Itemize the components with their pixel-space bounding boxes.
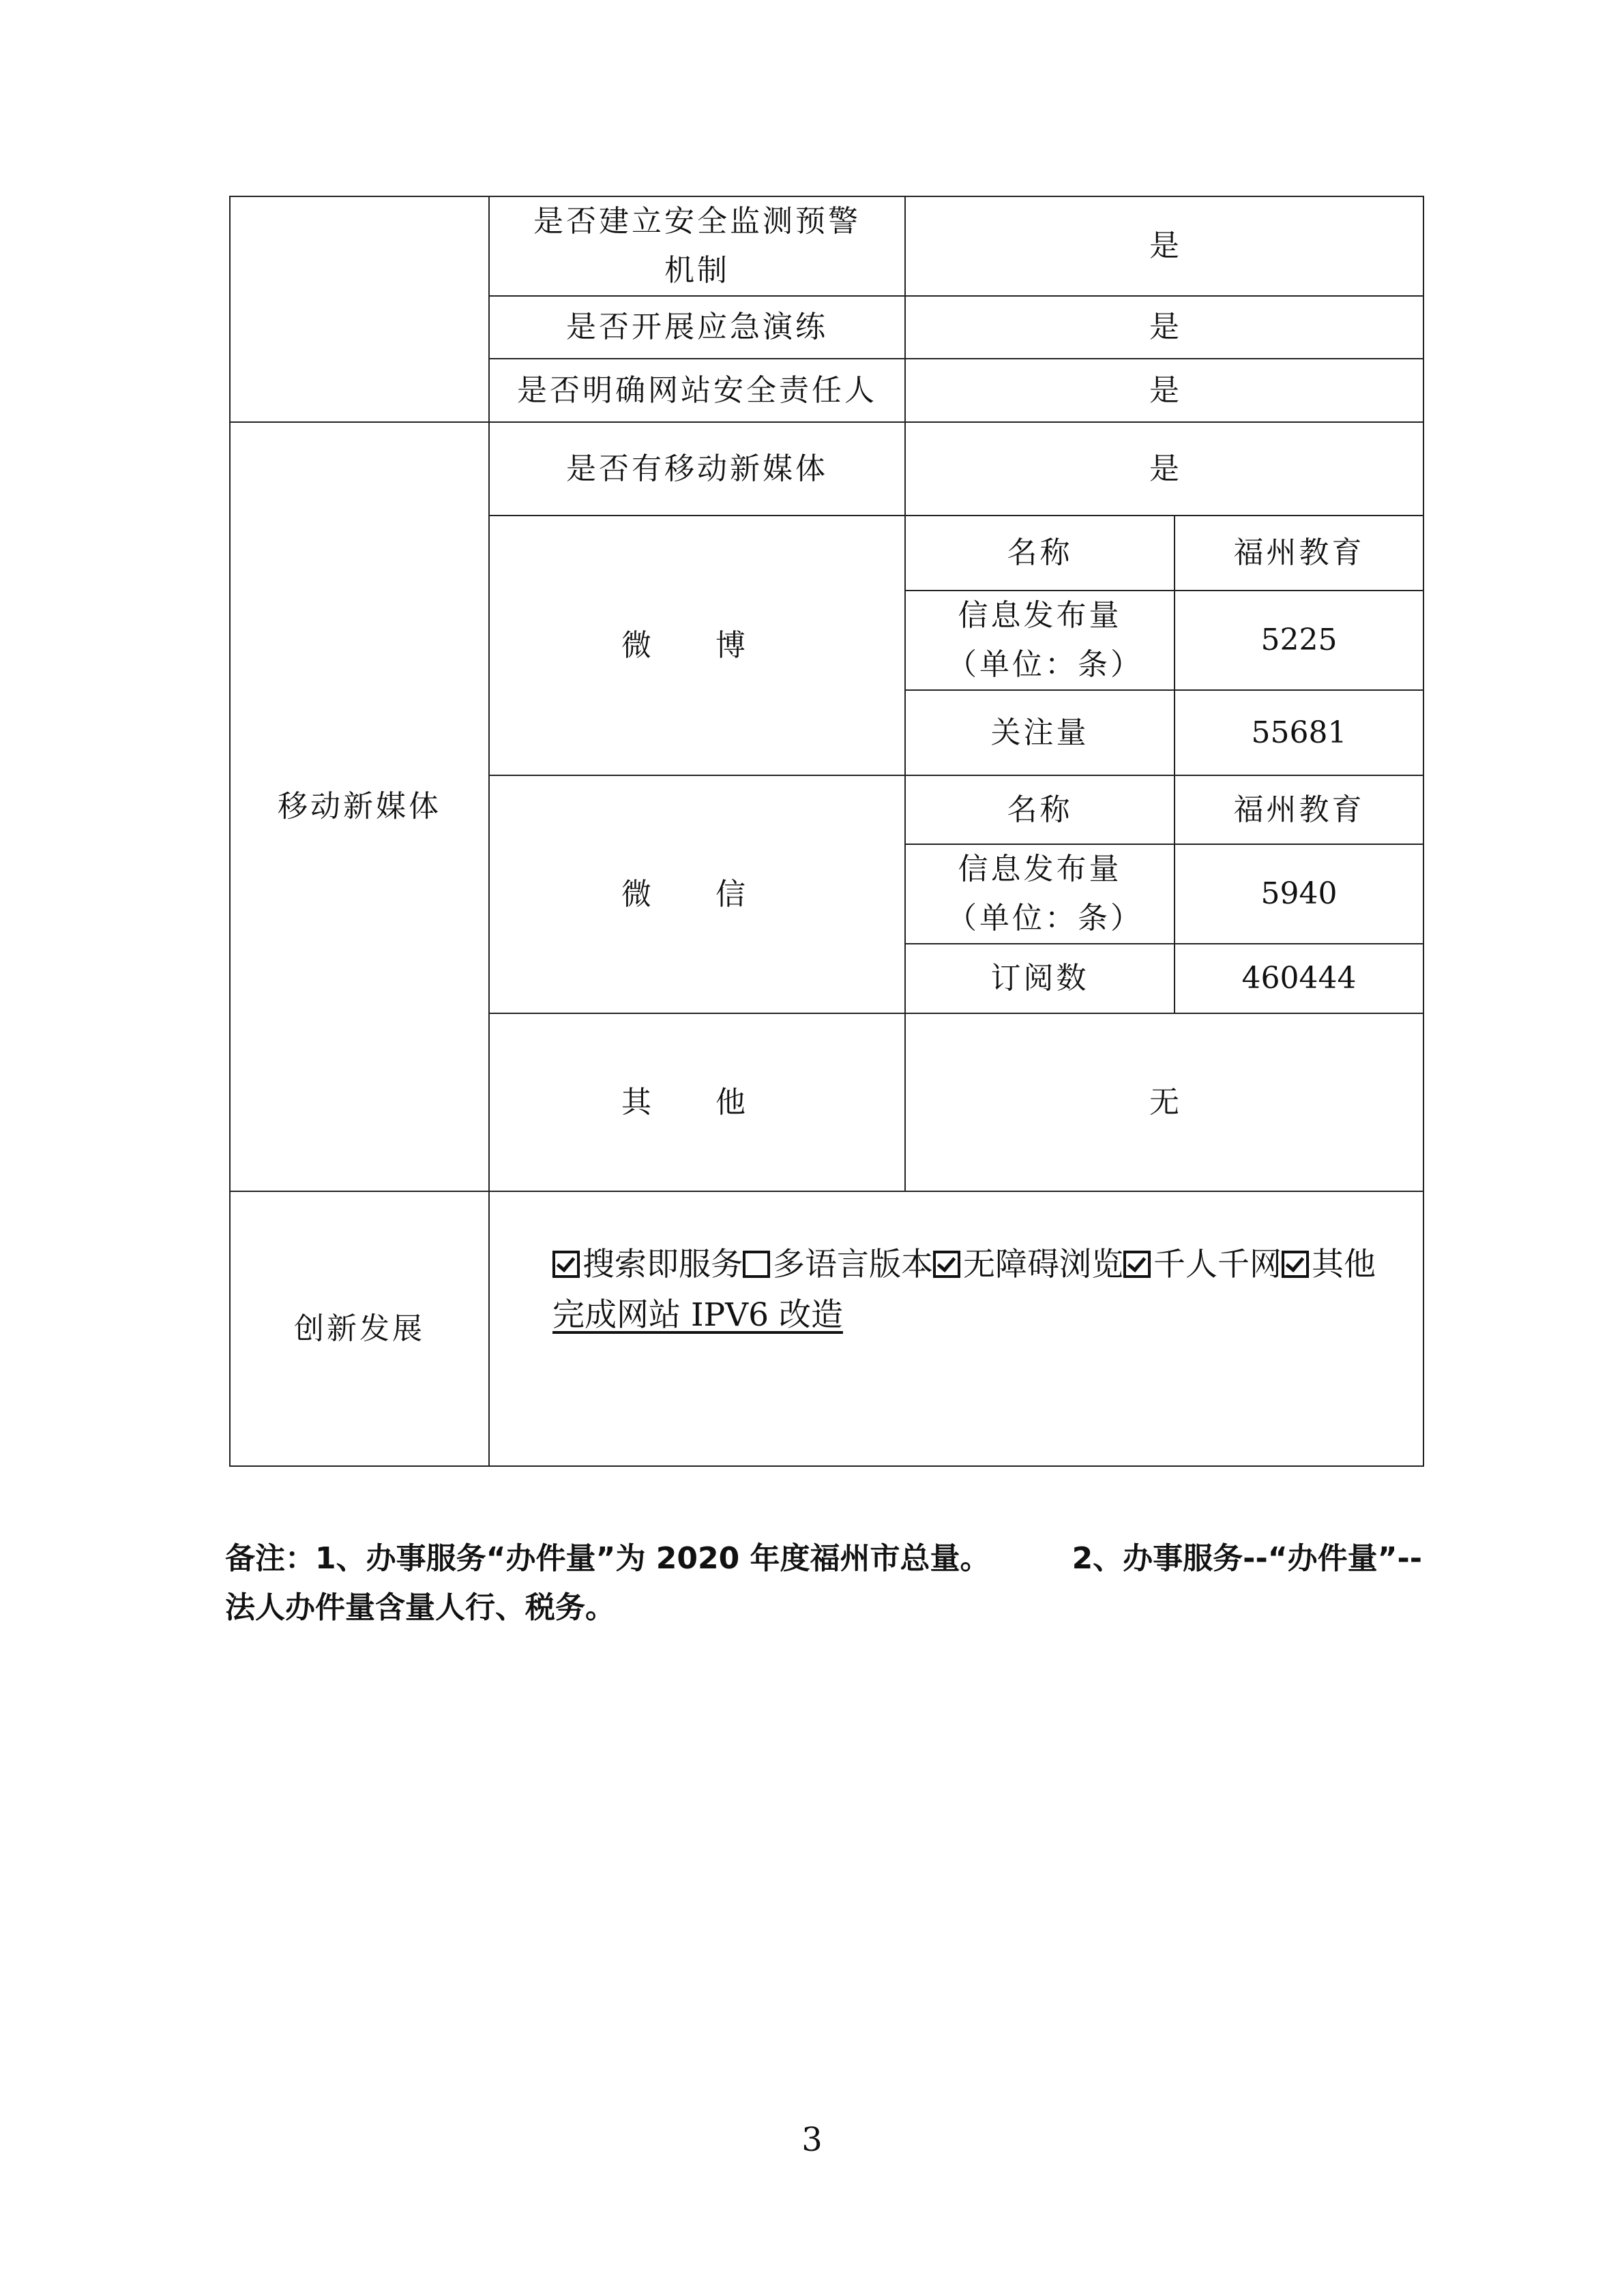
innovation-other-text: 完成网站 IPV6 改造 bbox=[552, 1296, 843, 1334]
emergency-drill-question: 是否开展应急演练 bbox=[489, 296, 905, 359]
table-row bbox=[230, 1191, 1423, 1466]
checkbox-checked-icon[interactable] bbox=[552, 1251, 580, 1278]
page-number: 3 bbox=[801, 2121, 823, 2159]
footnote bbox=[225, 1534, 1432, 1632]
innovation-section-label: 创新发展 bbox=[230, 1191, 489, 1466]
wechat-name-label: 名称 bbox=[905, 775, 1175, 844]
emergency-drill-answer: 是 bbox=[905, 296, 1423, 359]
table-row bbox=[230, 196, 1423, 296]
has-mobile-question: 是否有移动新媒体 bbox=[489, 422, 905, 516]
checkbox-checked-icon[interactable] bbox=[1282, 1251, 1309, 1278]
other-label: 其 他 bbox=[489, 1013, 905, 1191]
wechat-posts-value: 5940 bbox=[1175, 844, 1423, 944]
weibo-name-value: 福州教育 bbox=[1175, 516, 1423, 591]
wechat-posts-label: 信息发布量（单位：条） bbox=[905, 844, 1175, 944]
weibo-posts-value: 5225 bbox=[1175, 591, 1423, 690]
option-multilingual: 多语言版本 bbox=[773, 1246, 933, 1283]
wechat-subs-label: 订阅数 bbox=[905, 944, 1175, 1013]
option-personalized: 千人千网 bbox=[1153, 1246, 1282, 1283]
option-other: 其他 bbox=[1312, 1246, 1376, 1283]
security-owner-question: 是否明确网站安全责任人 bbox=[489, 359, 905, 422]
checkbox-unchecked-icon[interactable] bbox=[743, 1251, 770, 1278]
security-owner-answer: 是 bbox=[905, 359, 1423, 422]
security-monitor-answer: 是 bbox=[905, 196, 1423, 296]
innovation-options bbox=[552, 1240, 1409, 1290]
other-value: 无 bbox=[905, 1013, 1423, 1191]
weibo-name-label: 名称 bbox=[905, 516, 1175, 591]
weibo-label: 微 博 bbox=[489, 516, 905, 775]
option-accessible: 无障碍浏览 bbox=[963, 1246, 1123, 1283]
statistics-table bbox=[229, 196, 1424, 1467]
wechat-name-value: 福州教育 bbox=[1175, 775, 1423, 844]
footnote-part1: 备注：1、办事服务“办件量”为 2020 年度福州市总量。 bbox=[225, 1541, 990, 1576]
table-row bbox=[230, 422, 1423, 516]
mobile-section-label: 移动新媒体 bbox=[230, 422, 489, 1191]
security-section-cell bbox=[230, 196, 489, 422]
checkbox-checked-icon[interactable] bbox=[1123, 1251, 1151, 1278]
footnote-part2: 2、办事服务--“办件量”--法人办件量含量人行、税务。 bbox=[225, 1541, 1423, 1625]
security-monitor-question: 是否建立安全监测预警机制 bbox=[489, 196, 905, 296]
innovation-content bbox=[489, 1191, 1423, 1466]
weibo-posts-label: 信息发布量（单位：条） bbox=[905, 591, 1175, 690]
wechat-subs-value: 460444 bbox=[1175, 944, 1423, 1013]
has-mobile-answer: 是 bbox=[905, 422, 1423, 516]
option-search-service: 搜索即服务 bbox=[582, 1246, 743, 1283]
wechat-label: 微 信 bbox=[489, 775, 905, 1013]
weibo-followers-value: 55681 bbox=[1175, 690, 1423, 775]
checkbox-checked-icon[interactable] bbox=[933, 1251, 960, 1278]
weibo-followers-label: 关注量 bbox=[905, 690, 1175, 775]
